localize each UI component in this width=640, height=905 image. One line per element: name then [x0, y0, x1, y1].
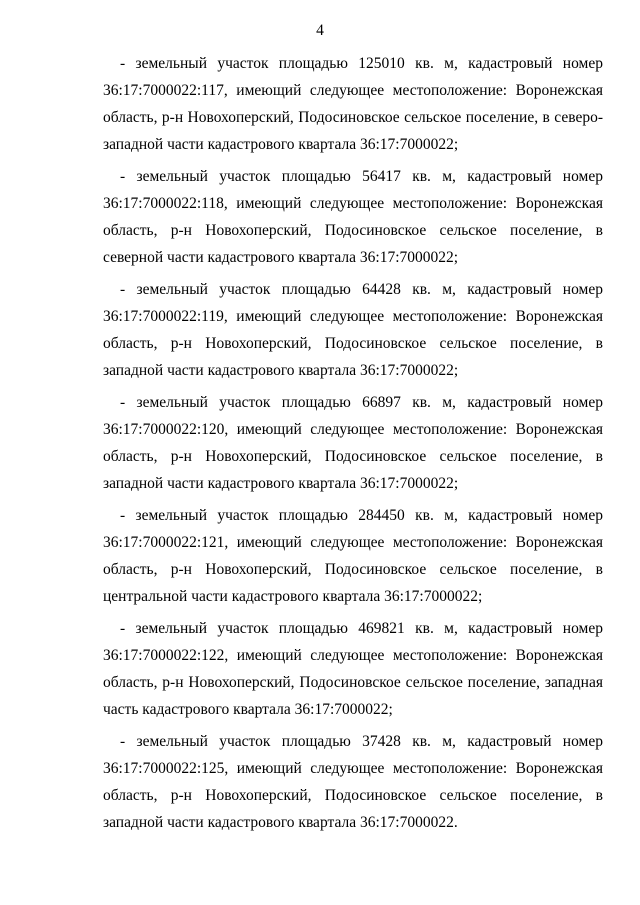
- land-plot-item: - земельный участок площадью 66897 кв. м, кадастровый номер 36:17:7000022:120, имеющий следующее местоположение: Воронежская область, р-н Новохоперский, Подосиновское сельское поселение, в западной части кадастрового квартала 36:17:7000022;: [103, 394, 603, 492]
- land-plot-item: - земельный участок площадью 125010 кв. м, кадастровый номер 36:17:7000022:117, имеющий следующее местоположение: Воронежская область, р-н Новохоперский, Подосиновское сельское поселение, в северо-западной части кадастрового квартала 36:17:7000022;: [103, 55, 603, 153]
- land-plot-item: - земельный участок площадью 37428 кв. м, кадастровый номер 36:17:7000022:125, имеющий следующее местоположение: Воронежская область, р-н Новохоперский, Подосиновское сельское поселение, в западной части кадастрового квартала 36:17:7000022.: [103, 733, 603, 831]
- land-plot-item: - земельный участок площадью 284450 кв. м, кадастровый номер 36:17:7000022:121, имеющий следующее местоположение: Воронежская область, р-н Новохоперский, Подосиновское сельское поселение, в центральной части кадастрового квартала 36:17:7000022;: [103, 507, 603, 605]
- land-plot-item: - земельный участок площадью 56417 кв. м, кадастровый номер 36:17:7000022:118, имеющий следующее местоположение: Воронежская область, р-н Новохоперский, Подосиновское сельское поселение, в северной части кадастрового квартала 36:17:7000022;: [103, 168, 603, 266]
- document-body: [103, 50, 603, 841]
- land-plot-item: - земельный участок площадью 469821 кв. м, кадастровый номер 36:17:7000022:122, имеющий следующее местоположение: Воронежская область, р-н Новохоперский, Подосиновское сельское поселение, западная часть кадастрового квартала 36:17:7000022;: [103, 620, 603, 718]
- land-plot-item: - земельный участок площадью 64428 кв. м, кадастровый номер 36:17:7000022:119, имеющий следующее местоположение: Воронежская область, р-н Новохоперский, Подосиновское сельское поселение, в западной части кадастрового квартала 36:17:7000022;: [103, 281, 603, 379]
- page-number: 4: [316, 22, 324, 39]
